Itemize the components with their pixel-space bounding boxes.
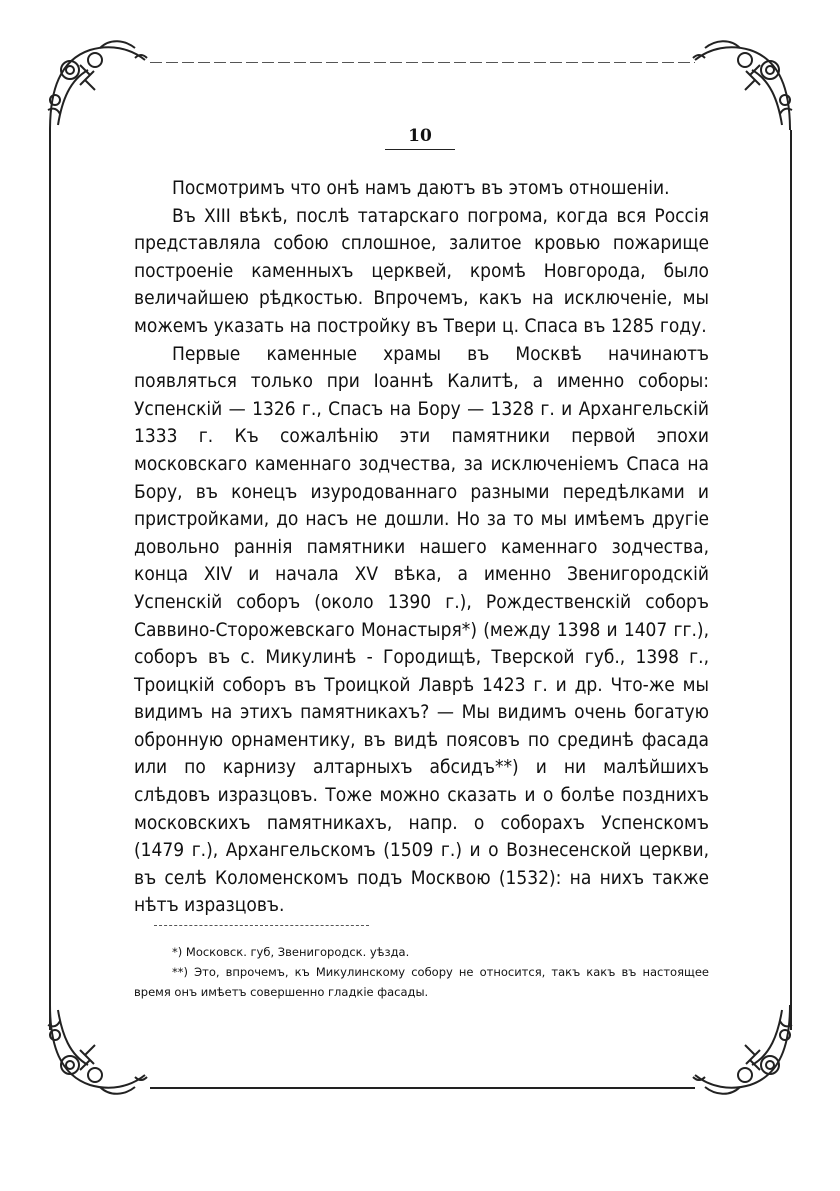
page-number: 10 — [408, 126, 432, 146]
paragraph: Въ XIII вѣкѣ, послѣ татарскаго погрома, когда вся Россія представляла собою сплошное, залитое кровью пожарище построеніе каменныхъ церквей, кромѣ Новгорода, было величайшею рѣдкостью. Впрочемъ, какъ на исключеніе, мы можемъ указать на постройку въ Твери ц. Спаса въ 1285 году. — [134, 204, 709, 337]
page-number-underline — [385, 149, 455, 150]
corner-ornament-top-left — [40, 30, 150, 140]
footnote: **) Это, впрочемъ, къ Микулинскому собору не относится, такъ какъ въ настоящее время онъ имѣетъ совершенно гладкіе фасады. — [134, 965, 709, 999]
body-text — [134, 175, 709, 920]
frame-right-border — [790, 130, 792, 1030]
corner-ornament-bottom-left — [40, 995, 150, 1105]
frame-left-border — [49, 130, 51, 1030]
footnote-separator — [154, 925, 369, 926]
footnotes — [134, 942, 709, 1002]
paragraph: Посмотримъ что онѣ намъ даютъ въ этомъ отношеніи. — [172, 177, 670, 199]
paragraph: Первые каменные храмы въ Москвѣ начинаютъ появляться только при Іоаннѣ Калитѣ, а именно соборы: Успенскій — 1326 г., Спасъ на Бору — 1328 г. и Архангельскій 1333 г. Къ сожалѣнію эти памятники первой эпохи московскаго каменнаго зодчества, за исключеніемъ Спаса на Бору, въ конецъ изуродованнаго разными передѣлками и пристройками, до насъ не дошли. Но за то мы имѣемъ другіе довольно раннія памятники нашего каменнаго зодчества, конца XIV и начала XV вѣка, а именно Звенигородскій Успенскій соборъ (около 1390 г.), Рождественскій соборъ Саввино-Сторожевскаго Монастыря*) (между 1398 и 1407 гг.), соборъ въ с. Микулинѣ - Городищѣ, Тверской губ., 1398 г., Троицкій соборъ въ Троицкой Лаврѣ 1423 г. и др. Что-же мы видимъ на этихъ памятникахъ? — Мы видимъ очень богатую обронную орнаментику, въ видѣ поясовъ по срединѣ фасада или по карнизу алтарныхъ абсидъ**) и ни малѣйшихъ слѣдовъ изразцовъ. Тоже можно сказать и о болѣе позднихъ московскихъ памятникахъ, напр. о соборахъ Успенскомъ (1479 г.), Архангельскомъ (1509 г.) и о Вознесенской церкви, въ селѣ Коломенскомъ подъ Москвою (1532): на нихъ также нѣтъ изразцовъ. — [134, 342, 709, 917]
frame-bottom-border — [150, 1087, 695, 1089]
footnote: *) Московск. губ, Звенигородск. уѣзда. — [172, 945, 410, 959]
corner-ornament-bottom-right — [690, 995, 800, 1105]
corner-ornament-top-right — [690, 30, 800, 140]
frame-top-border — [150, 62, 695, 63]
